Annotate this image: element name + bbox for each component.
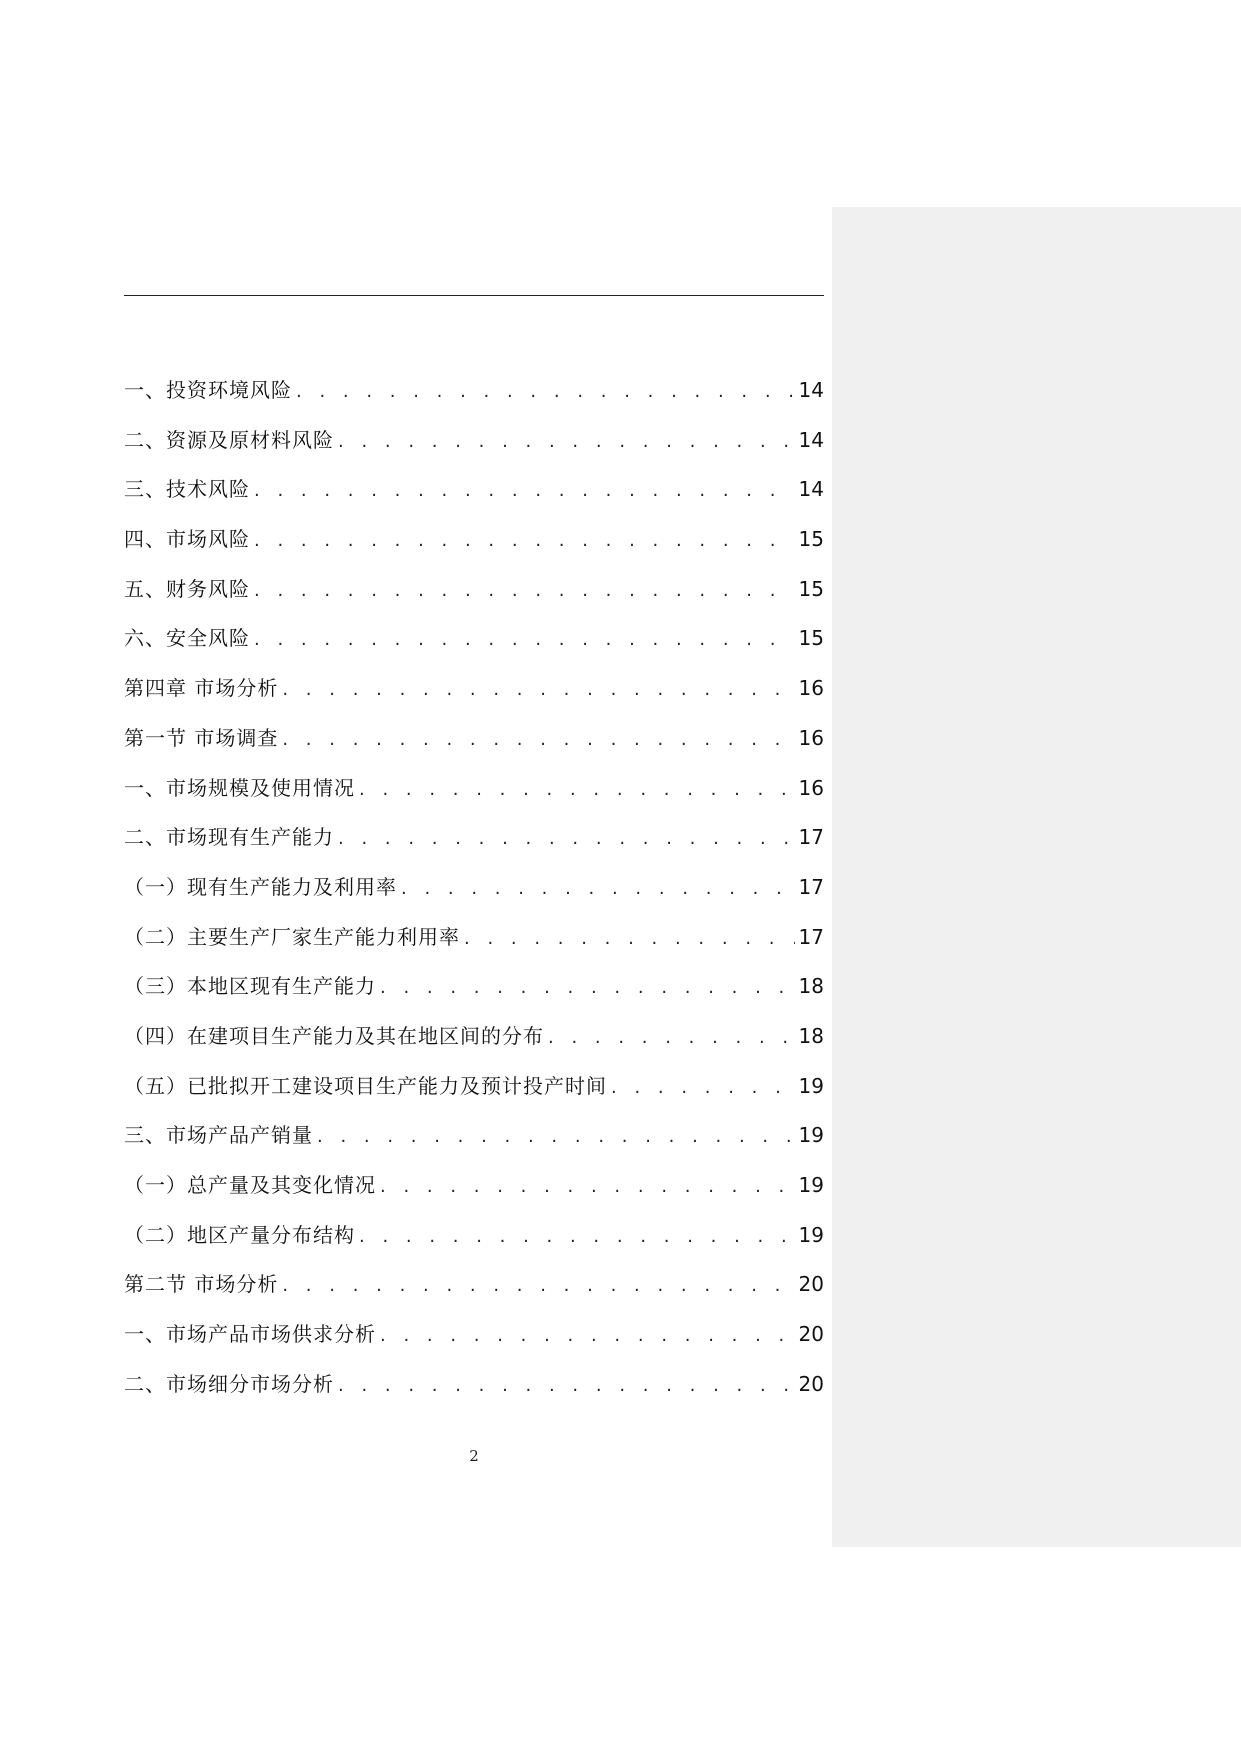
toc-entry[interactable] [124, 565, 824, 615]
toc-dot-leader [464, 914, 795, 964]
toc-dot-leader [317, 1112, 795, 1162]
toc-entry-title: 第一节 市场调查 [124, 725, 279, 750]
toc-entry-title: 一、市场规模及使用情况 [124, 775, 355, 800]
page-number: 2 [469, 1447, 479, 1465]
toc-dot-leader [254, 466, 795, 516]
toc-entry-title: 六、安全风险 [124, 626, 250, 651]
toc-entry-title: 四、市场风险 [124, 527, 250, 552]
toc-entry-page-number: 14 [798, 378, 824, 402]
toc-entry[interactable] [124, 1012, 824, 1062]
toc-entry[interactable] [124, 913, 824, 963]
toc-entry[interactable] [124, 1062, 824, 1112]
toc-dot-leader [380, 1311, 795, 1361]
toc-entry-title: （二）地区产量分布结构 [124, 1222, 355, 1247]
toc-entry-title: 三、技术风险 [124, 477, 250, 502]
header-rule [124, 295, 824, 296]
toc-dot-leader [548, 1013, 795, 1063]
toc-entry[interactable] [124, 1161, 824, 1211]
toc-entry-page-number: 16 [798, 676, 824, 701]
toc-entry[interactable] [124, 1260, 824, 1310]
toc-entry-title: 五、财务风险 [124, 576, 250, 601]
toc-entry-page-number: 19 [798, 1123, 824, 1148]
toc-dot-leader [338, 814, 795, 864]
toc-entry[interactable] [124, 714, 824, 764]
toc-entry-page-number: 19 [798, 1073, 824, 1098]
toc-entry-title: （一）总产量及其变化情况 [124, 1173, 376, 1197]
toc-entry[interactable] [124, 366, 824, 416]
toc-entry-title: （五）已批拟开工建设项目生产能力及预计投产时间 [124, 1073, 607, 1098]
toc-entry-title: （三）本地区现有生产能力 [124, 974, 376, 999]
toc-entry-page-number: 17 [798, 825, 824, 850]
toc-entry-page-number: 15 [798, 626, 824, 651]
toc-entry-page-number: 17 [798, 924, 824, 949]
toc-dot-leader [254, 615, 795, 665]
toc-entry[interactable] [124, 515, 824, 565]
toc-entry-page-number: 16 [798, 775, 824, 800]
toc-dot-leader [254, 566, 795, 616]
toc-entry[interactable] [124, 1360, 824, 1410]
comment-margin-pane [832, 207, 1241, 1547]
toc-dot-leader [296, 367, 795, 417]
toc-entry[interactable] [124, 863, 824, 913]
toc-entry[interactable] [124, 1211, 824, 1261]
toc-entry-page-number: 18 [798, 974, 824, 999]
toc-entry-title: 第四章 市场分析 [124, 676, 279, 701]
toc-entry-title: 二、市场细分市场分析 [124, 1371, 334, 1396]
toc-entry-page-number: 18 [798, 1023, 824, 1048]
toc-entry-title: （四）在建项目生产能力及其在地区间的分布 [124, 1023, 544, 1048]
toc-entry-page-number: 20 [798, 1371, 824, 1396]
toc-entry-title: 二、市场现有生产能力 [124, 825, 334, 850]
toc-entry[interactable] [124, 664, 824, 714]
toc-entry-page-number: 15 [798, 576, 824, 601]
toc-entry-page-number: 19 [798, 1222, 824, 1247]
toc-dot-leader [282, 715, 794, 765]
toc-dot-leader [254, 516, 795, 566]
toc-dot-leader [401, 864, 795, 914]
toc-entry[interactable] [124, 962, 824, 1012]
toc-entry-title: 第二节 市场分析 [124, 1272, 279, 1297]
toc-entry-page-number: 20 [798, 1272, 824, 1297]
toc-entry-title: 二、资源及原材料风险 [124, 427, 334, 452]
toc-dot-leader [282, 665, 794, 715]
toc-entry-page-number: 17 [798, 874, 824, 899]
toc-entry[interactable] [124, 764, 824, 814]
toc-entry[interactable] [124, 1310, 824, 1360]
toc-entry-title: 一、投资环境风险 [124, 378, 292, 402]
toc-entry[interactable] [124, 1111, 824, 1161]
toc-entry-page-number: 14 [798, 427, 824, 452]
toc-dot-leader [611, 1063, 795, 1113]
toc-entry[interactable] [124, 813, 824, 863]
toc-dot-leader [359, 765, 795, 815]
toc-entry[interactable] [124, 614, 824, 664]
toc-dot-leader [359, 1212, 795, 1262]
toc-dot-leader [338, 417, 795, 467]
toc-entry-title: 三、市场产品产销量 [124, 1123, 313, 1148]
toc-entry-page-number: 19 [798, 1173, 824, 1197]
toc-dot-leader [380, 963, 795, 1013]
table-of-contents [124, 366, 824, 1409]
toc-entry-page-number: 15 [798, 527, 824, 552]
toc-entry[interactable] [124, 416, 824, 466]
toc-entry-title: 一、市场产品市场供求分析 [124, 1322, 376, 1347]
toc-entry-page-number: 14 [798, 477, 824, 502]
toc-entry-page-number: 16 [798, 725, 824, 750]
toc-entry-page-number: 20 [798, 1322, 824, 1347]
toc-entry-title: （二）主要生产厂家生产能力利用率 [124, 924, 460, 949]
toc-entry[interactable] [124, 465, 824, 515]
toc-dot-leader [380, 1162, 795, 1212]
toc-dot-leader [338, 1361, 795, 1411]
toc-dot-leader [282, 1261, 794, 1311]
toc-entry-title: （一）现有生产能力及利用率 [124, 874, 397, 899]
